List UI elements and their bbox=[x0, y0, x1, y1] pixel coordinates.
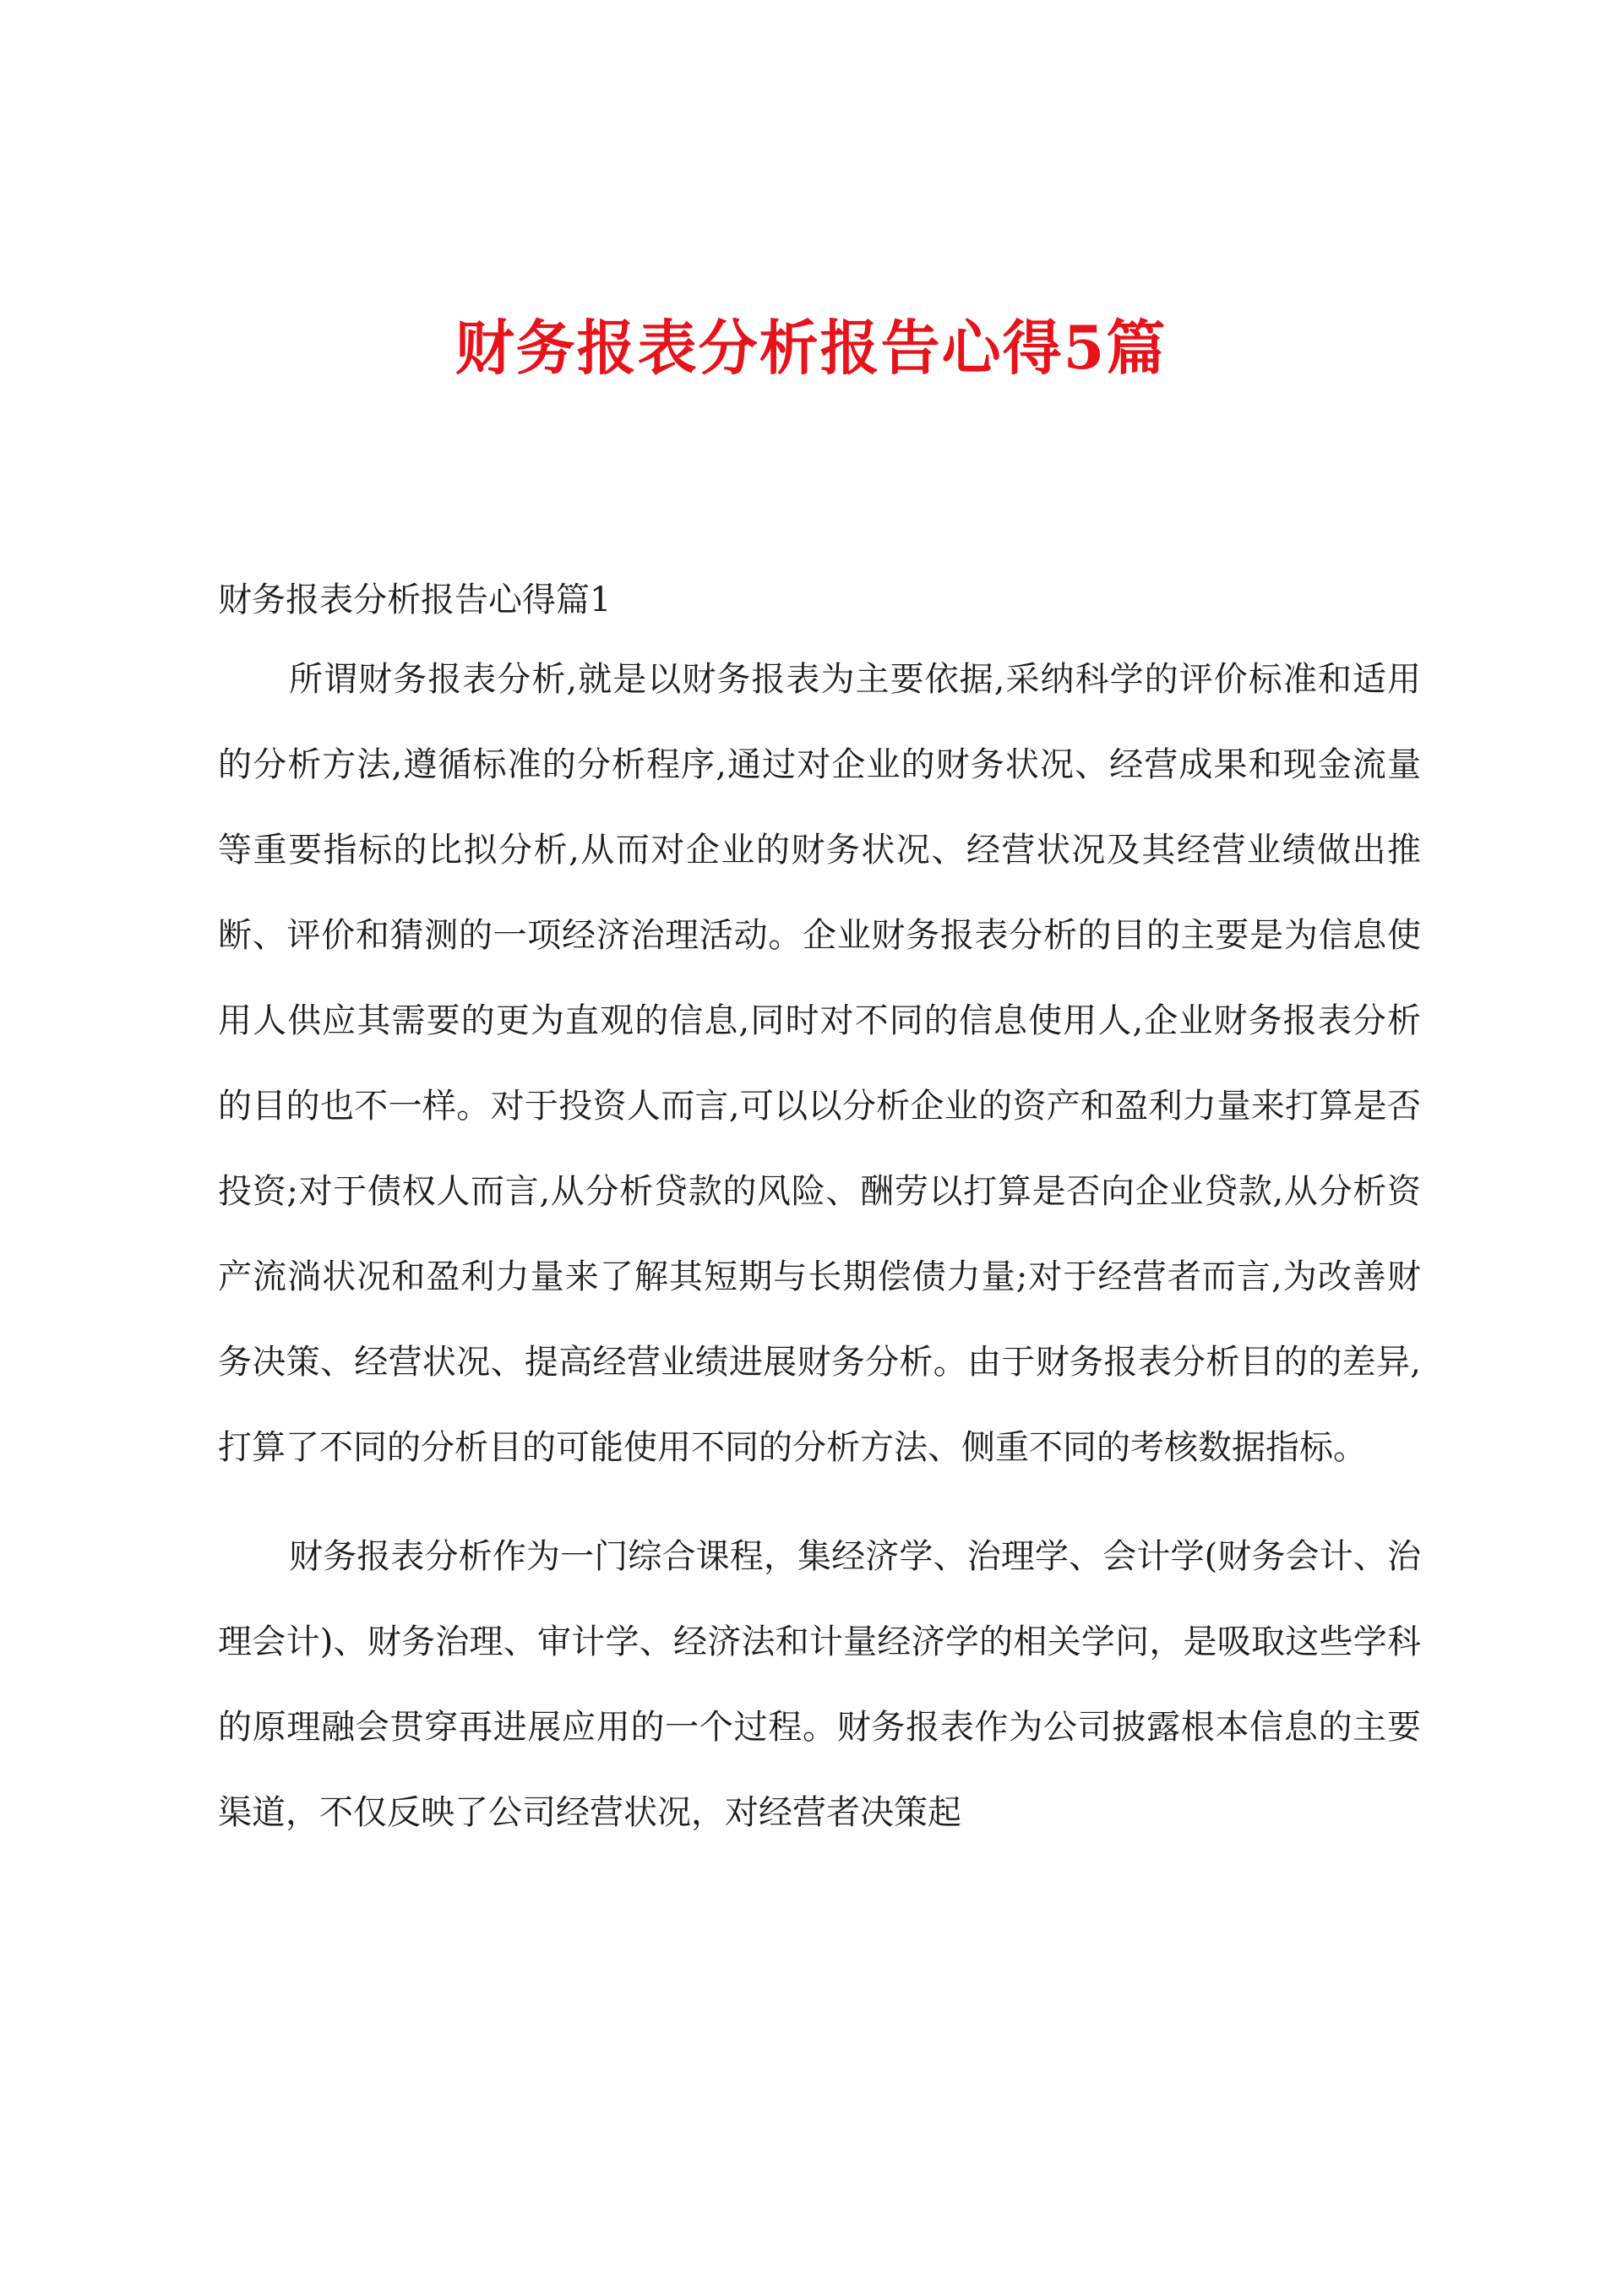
document-body bbox=[218, 575, 1421, 1856]
document-title: 财务报表分析报告心得5篇 bbox=[454, 313, 1168, 383]
body-paragraph: 所谓财务报表分析,就是以财务报表为主要依据,采纳科学的评价标准和适用的分析方法,遵循标准的分析程序,通过对企业的财务状况、经营成果和现金流量等重要指标的比拟分析,从而对企业的财务状况、经营状况及其经营业绩做出推断、评价和猜测的一项经济治理活动。企业财务报表分析的目的主要是为信息使用人供应其需要的更为直观的信息,同时对不同的信息使用人,企业财务报表分析的目的也不一样。对于投资人而言,可以以分析企业的资产和盈利力量来打算是否投资;对于债权人而言,从分析贷款的风险、酬劳以打算是否向企业贷款,从分析资产流淌状况和盈利力量来了解其短期与长期偿债力量;对于经营者而言,为改善财务决策、经营状况、提高经营业绩进展财务分析。由于财务报表分析目的的差异,打算了不同的分析目的可能使用不同的分析方法、侧重不同的考核数据指标。 bbox=[218, 660, 1421, 1467]
section-heading: 财务报表分析报告心得篇1 bbox=[218, 581, 612, 619]
body-paragraph: 财务报表分析作为一门综合课程，集经济学、治理学、会计学(财务会计、治理会计)、财务治理、审计学、经济法和计量经济学的相关学问，是吸取这些学科的原理融会贯穿再进展应用的一个过程。财务报表作为公司披露根本信息的主要渠道，不仅反映了公司经营状况，对经营者决策起 bbox=[218, 1537, 1421, 1832]
